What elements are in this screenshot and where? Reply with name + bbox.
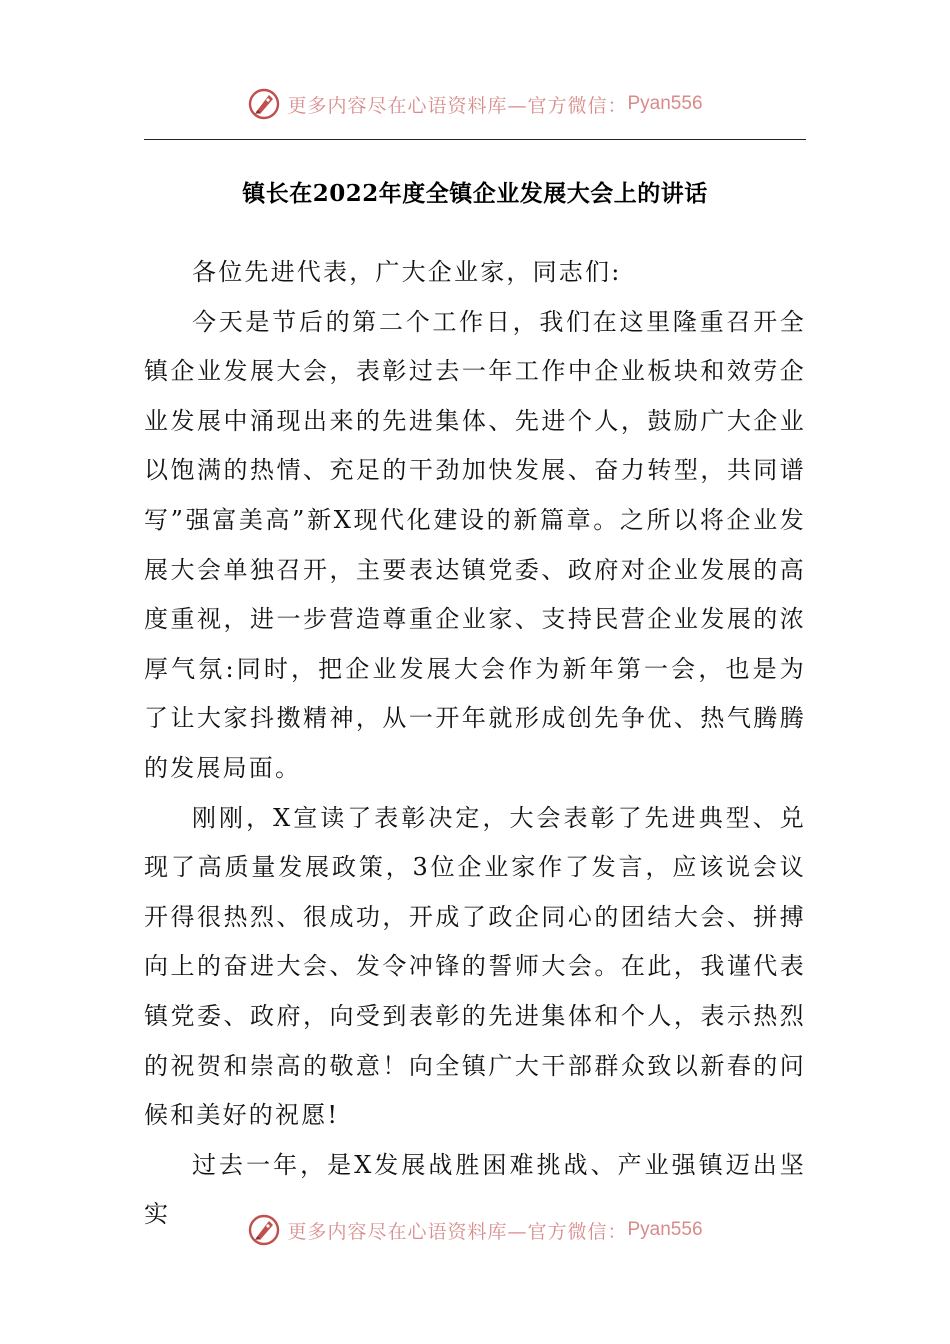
footer-watermark <box>0 1210 950 1250</box>
paragraph: 过去一年，是X发展战胜困难挑战、产业强镇迈出坚实 <box>144 1150 806 1229</box>
document-body <box>144 248 806 1240</box>
header-divider <box>144 139 806 140</box>
paragraph: 刚刚，X宣读了表彰决定，大会表彰了先进典型、兑现了高质量发展政策，3位企业家作了发言，应该说会议开得很热烈、很成功，开成了政企同心的团结大会、拼搏向上的奋进大会、发令冲锋的誓师大会。在此，我谨代表镇党委、政府，向受到表彰的先进集体和个人，表示热烈的祝贺和崇高的敬意！向全镇广大干部群众致以新春的问候和美好的祝愿! <box>144 803 806 1130</box>
pen-nib-logo-icon <box>247 1213 281 1247</box>
document-title: 镇长在2022年度全镇企业发展大会上的讲话 <box>242 180 708 207</box>
pen-nib-logo-icon <box>247 87 281 121</box>
watermark-wechat-id: Pyan556 <box>627 93 703 114</box>
watermark-text: 更多内容尽在心语资料库—官方微信： <box>287 94 628 117</box>
watermark-wechat-id: Pyan556 <box>627 1219 703 1240</box>
watermark-text: 更多内容尽在心语资料库—官方微信： <box>287 1220 628 1243</box>
header-watermark <box>0 84 950 124</box>
paragraph: 今天是节后的第二个工作日，我们在这里隆重召开全镇企业发展大会，表彰过去一年工作中企业板块和效劳企业发展中涌现出来的先进集体、先进个人，鼓励广大企业以饱满的热情、充足的干劲加快发展、奋力转型，共同谱写”强富美高”新X现代化建设的新篇章。之所以将企业发展大会单独召开，主要表达镇党委、政府对企业发展的高度重视，进一步营造尊重企业家、支持民营企业发展的浓厚气氛:同时，把企业发展大会作为新年第一会，也是为了让大家抖擞精神，从一开年就形成创先争优、热气腾腾的发展局面。 <box>144 307 806 782</box>
paragraph: 各位先进代表，广大企业家，同志们: <box>192 258 622 286</box>
